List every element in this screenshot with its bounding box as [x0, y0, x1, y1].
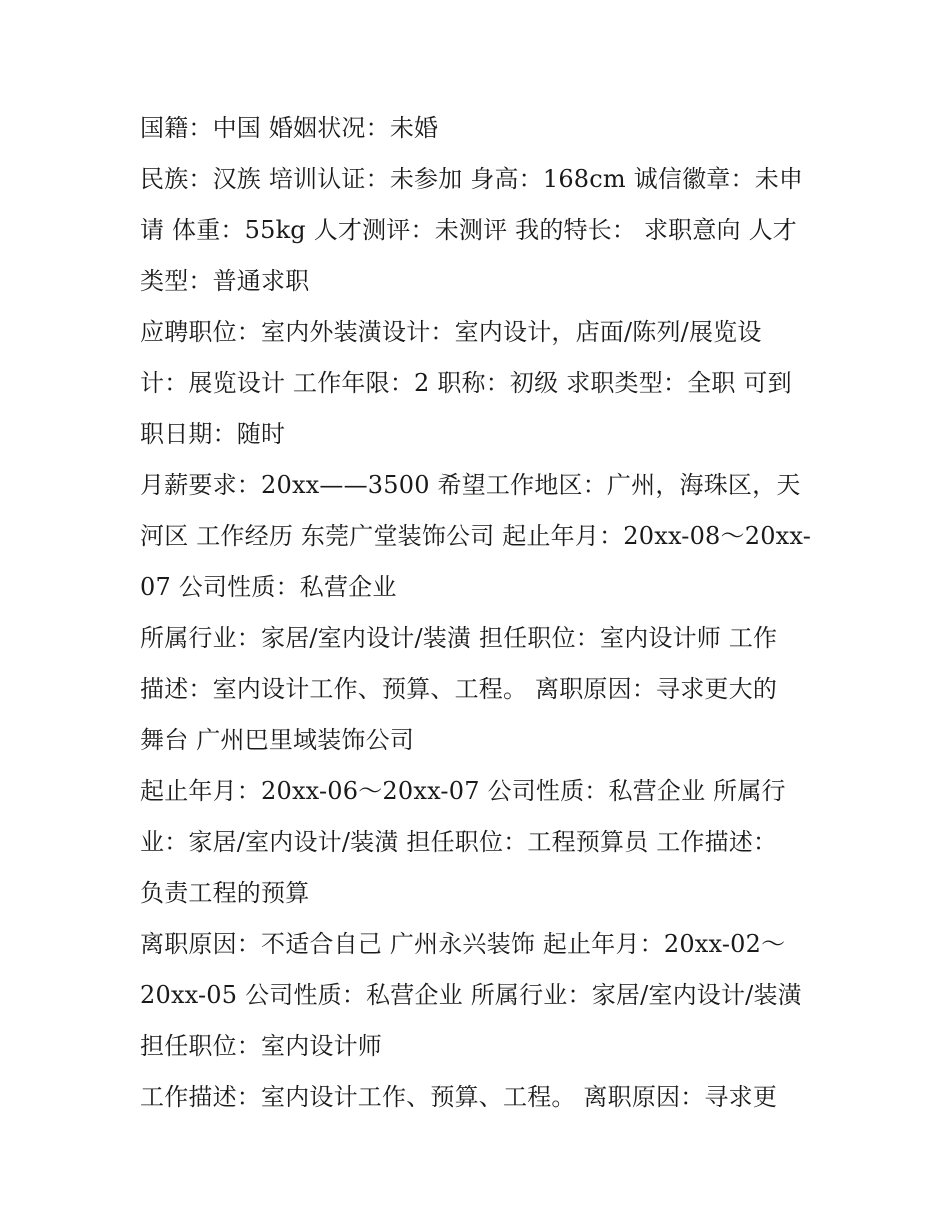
text-line: 计：展览设计 工作年限：2 职称：初级 求职类型：全职 可到 [140, 369, 792, 397]
text-line: 职日期：随时 [140, 420, 286, 448]
text-line: 业：家居/室内设计/装潢 担任职位：工程预算员 工作描述： [140, 828, 778, 856]
text-line: 所属行业：家居/室内设计/装潢 担任职位：室内设计师 工作 [140, 624, 778, 652]
resume-text-body [140, 103, 820, 1123]
text-line: 工作描述：室内设计工作、预算、工程。 离职原因：寻求更 [140, 1083, 778, 1111]
text-line: 月薪要求：20xx——3500 希望工作地区：广州，海珠区，天 [140, 471, 801, 499]
text-line: 类型：普通求职 [140, 267, 310, 295]
text-line: 20xx-05 公司性质：私营企业 所属行业：家居/室内设计/装潢 [140, 981, 802, 1009]
text-line: 应聘职位：室内外装潢设计：室内设计，店面/陈列/展览设 [140, 318, 762, 346]
text-line: 离职原因：不适合自己 广州永兴装饰 起止年月：20xx-02～ [140, 930, 786, 958]
text-line: 07 公司性质：私营企业 [140, 573, 397, 601]
text-line: 河区 工作经历 东莞广堂装饰公司 起止年月：20xx-08～20xx- [140, 522, 812, 550]
text-line: 担任职位：室内设计师 [140, 1032, 382, 1060]
text-line: 请 体重：55kg 人才测评：未测评 我的特长： 求职意向 人才 [140, 216, 797, 244]
text-line: 舞台 广州巴里域装饰公司 [140, 726, 415, 754]
text-line: 起止年月：20xx-06～20xx-07 公司性质：私营企业 所属行 [140, 777, 786, 805]
text-line: 民族：汉族 培训认证：未参加 身高：168cm 诚信徽章：未申 [140, 165, 804, 193]
text-line: 描述：室内设计工作、预算、工程。 离职原因：寻求更大的 [140, 675, 778, 703]
text-line: 负责工程的预算 [140, 879, 310, 907]
text-line: 国籍：中国 婚姻状况：未婚 [140, 114, 439, 142]
